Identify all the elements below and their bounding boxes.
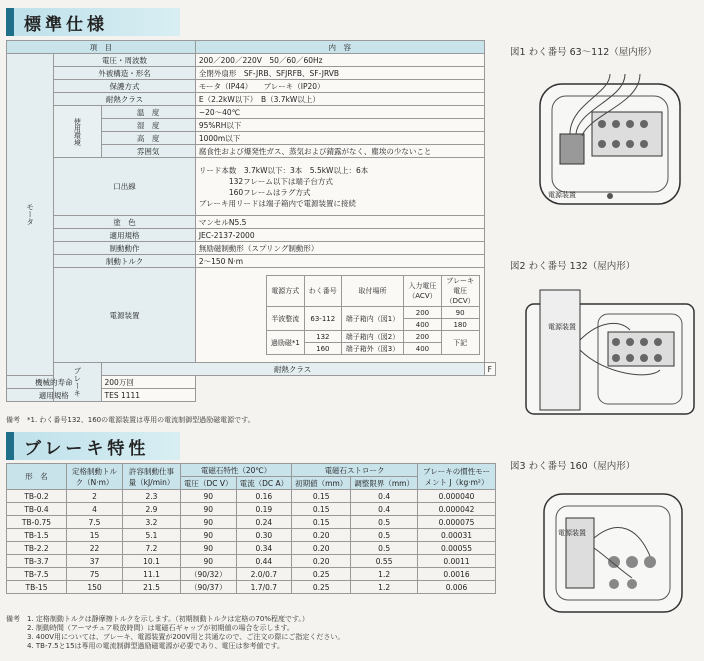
- brake-head-stroke: 電磁石ストローク: [292, 464, 418, 477]
- spec-row-power: [7, 268, 496, 363]
- spec-title: 標準仕様: [24, 14, 108, 35]
- brake-cell: 0.25: [292, 581, 351, 594]
- brake-cell: 0.5: [351, 542, 418, 555]
- brake-cell: （90/32）: [181, 568, 237, 581]
- spec-row: [7, 106, 496, 119]
- power-table-cell: [195, 268, 484, 363]
- spec-label: 電源装置: [54, 268, 196, 363]
- fig3-label: 電源装置: [558, 529, 586, 537]
- spec-label: 機械的寿命: [7, 376, 102, 389]
- brake-row: [7, 581, 496, 594]
- brake-cell: 0.4: [351, 503, 418, 516]
- spec-label: 外被構造・形名: [54, 67, 196, 80]
- brake-cell: 0.20: [292, 555, 351, 568]
- brake-cell: TB-0.75: [7, 516, 67, 529]
- brake-head-initial: 初期値（mm）: [292, 477, 351, 490]
- brake-cell: 0.4: [351, 490, 418, 503]
- brake-cell: 90: [181, 490, 237, 503]
- spec-label: 制動動作: [54, 242, 196, 255]
- brake-head-model: 形 名: [7, 464, 67, 490]
- brake-body: [7, 490, 496, 594]
- spec-value: JEC-2137-2000: [195, 229, 484, 242]
- spec-row: [7, 93, 496, 106]
- brake-head-magnet: 電磁石特性（20℃）: [181, 464, 292, 477]
- brake-head-energy: 許容制動仕事量（kJ/min）: [123, 464, 181, 490]
- brake-cell: 0.34: [236, 542, 292, 555]
- fig2-title: 図2 わく番号 132（屋内形）: [510, 261, 636, 272]
- lead-line: ブレーキ用リードは端子箱内で電源装置に接続: [198, 198, 357, 208]
- brake-cell: 0.5: [351, 529, 418, 542]
- brake-cell: 0.0011: [418, 555, 496, 568]
- power-cell: 160: [304, 343, 341, 355]
- spec-label: 電圧・周波数: [54, 54, 196, 67]
- spec-label: 制動トルク: [54, 255, 196, 268]
- brake-cell: 0.000040: [418, 490, 496, 503]
- brake-row: [7, 555, 496, 568]
- spec-label: 高 度: [101, 132, 195, 145]
- spec-value: 1000m以下: [195, 132, 484, 145]
- brake-cell: 2.0/0.7: [236, 568, 292, 581]
- spec-row-lead: [7, 158, 496, 216]
- spec-value: 腐食性および爆発性ガス、蒸気および錆露がなく、塵埃の少ないこと: [195, 145, 484, 158]
- brake-cell: TB-0.2: [7, 490, 67, 503]
- brake-cell: 1.2: [351, 568, 418, 581]
- spec-label: 適用規格: [54, 229, 196, 242]
- brake-head-voltage: 電圧（DC V）: [181, 477, 237, 490]
- brake-cell: 90: [181, 542, 237, 555]
- brake-cell: 22: [67, 542, 123, 555]
- spec-row: [7, 255, 496, 268]
- power-cell: 端子箱内（図1）: [341, 307, 403, 331]
- spec-label: 雰囲気: [101, 145, 195, 158]
- lead-line: 132フレーム以下は端子台方式: [228, 176, 333, 186]
- power-header: [266, 276, 479, 307]
- fig3-diagram: [538, 488, 688, 618]
- brake-cell: 0.20: [292, 529, 351, 542]
- power-head: 取付場所: [341, 276, 403, 307]
- brake-cell: 3.2: [123, 516, 181, 529]
- fig1-label: 電源装置: [548, 191, 576, 199]
- lead-line: 160フレームはラグ方式: [228, 187, 311, 197]
- brake-row: [7, 568, 496, 581]
- spec-value: 200万回: [101, 376, 195, 389]
- brake-cell: TB-3.7: [7, 555, 67, 568]
- spec-value: −20〜40℃: [195, 106, 484, 119]
- spec-label: 塗 色: [54, 216, 196, 229]
- brake-cell: 0.0016: [418, 568, 496, 581]
- power-head: ブレーキ電圧（DCV）: [441, 276, 479, 307]
- fig3-title: 図3 わく番号 160（屋内形）: [510, 461, 636, 472]
- lead-line: リード本数 3.7kW以下：3本 5.5kW以上：6本: [198, 165, 369, 175]
- brake-cell: 90: [181, 555, 237, 568]
- brake-cell: 0.20: [292, 542, 351, 555]
- power-table: [266, 275, 480, 355]
- spec-value: TES 1111: [101, 389, 195, 402]
- spec-value: マンセルN5.5: [195, 216, 484, 229]
- brake-note: 3. 400V用については、ブレーキ、電源装置が200V用と共通なので、ご注文の際にご指定ください。: [27, 633, 345, 641]
- spec-row: [7, 67, 496, 80]
- power-head: わく番号: [304, 276, 341, 307]
- brake-cell: 4: [67, 503, 123, 516]
- power-cell: 200: [404, 331, 441, 343]
- brake-cell: TB-1.5: [7, 529, 67, 542]
- power-cell: 90: [441, 307, 479, 319]
- spec-label: 保護方式: [54, 80, 196, 93]
- spec-row: [7, 363, 496, 376]
- brake-row: [7, 542, 496, 555]
- brake-note: 4. TB-7.5と15は専用の電流制御型過励磁電源が必要であり、電圧は参考値です。: [27, 642, 284, 650]
- power-cell: 180: [441, 319, 479, 331]
- power-cell: 200: [404, 307, 441, 319]
- brake-cell: 0.000075: [418, 516, 496, 529]
- spec-row: [7, 54, 496, 67]
- spec-label: 耐熱クラス: [101, 363, 484, 376]
- spec-value: 無励磁制動形（スプリング制動形）: [195, 242, 484, 255]
- brake-cell: 0.25: [292, 568, 351, 581]
- spec-lead-value: [195, 158, 484, 216]
- brake-cell: 0.16: [236, 490, 292, 503]
- brake-cell: 2: [67, 490, 123, 503]
- power-cell: 下記: [441, 331, 479, 355]
- group-motor: モータ: [7, 54, 54, 376]
- brake-cell: 0.19: [236, 503, 292, 516]
- spec-value: 全閉外扇形 SF-JRB、SFJRFB、SF-JRVB: [195, 67, 484, 80]
- spec-row: [7, 242, 496, 255]
- spec-label: 湿 度: [101, 119, 195, 132]
- spec-note: 備考 *1. わく番号132、160の電源装置は専用の電流制御型過励磁電源です。: [6, 416, 255, 424]
- brake-cell: 0.44: [236, 555, 292, 568]
- brake-cell: TB-7.5: [7, 568, 67, 581]
- spec-value: F: [484, 363, 495, 376]
- brake-head-torque: 定格制動トルク（N·m）: [67, 464, 123, 490]
- brake-cell: 0.15: [292, 503, 351, 516]
- spec-value: 2〜150 N·m: [195, 255, 484, 268]
- brake-cell: 11.1: [123, 568, 181, 581]
- power-cell: 132: [304, 331, 341, 343]
- brake-cell: 0.00055: [418, 542, 496, 555]
- power-row: [266, 307, 479, 319]
- brake-cell: 5.1: [123, 529, 181, 542]
- spec-head-item: 項 目: [7, 41, 196, 54]
- brake-section-header: [6, 432, 180, 460]
- power-cell: 63-112: [304, 307, 341, 331]
- spec-label: 温 度: [101, 106, 195, 119]
- power-cell: 端子箱内（図2）: [341, 331, 403, 343]
- brake-cell: 1.7/0.7: [236, 581, 292, 594]
- group-brake-label: ブレーキ: [54, 363, 101, 402]
- power-cell: 端子箱外（図3）: [341, 343, 403, 355]
- brake-notes: [6, 615, 344, 651]
- brake-cell: 0.15: [292, 516, 351, 529]
- brake-row: [7, 516, 496, 529]
- spec-row: [7, 80, 496, 93]
- power-head: 電源方式: [266, 276, 304, 307]
- brake-note: 備考 1. 定格制動トルクは静摩擦トルクを示します。（初期制動トルクは定格の70%程度です。）: [6, 615, 309, 623]
- brake-row: [7, 529, 496, 542]
- spec-value: E（2.2kW以下） B（3.7kW以上）: [195, 93, 484, 106]
- brake-cell: 0.000042: [418, 503, 496, 516]
- brake-table: [6, 463, 496, 594]
- spec-value: 200／200／220V 50／60／60Hz: [195, 54, 484, 67]
- brake-cell: 10.1: [123, 555, 181, 568]
- brake-title: ブレーキ特性: [24, 438, 150, 459]
- fig2-diagram: [520, 280, 700, 430]
- fig1-title: 図1 わく番号 63〜112（屋内形）: [510, 47, 657, 58]
- brake-cell: 90: [181, 516, 237, 529]
- group-env: 使用環境: [54, 106, 101, 158]
- brake-cell: TB-15: [7, 581, 67, 594]
- brake-note: 2. 制動時間（アーマチュア吸放時間）は電磁石ギャップが初期値の場合を示します。: [27, 624, 294, 632]
- brake-cell: 21.5: [123, 581, 181, 594]
- brake-head-limit: 調整限界（mm）: [351, 477, 418, 490]
- spec-section-header: [6, 8, 180, 36]
- brake-cell: 1.2: [351, 581, 418, 594]
- brake-cell: 0.24: [236, 516, 292, 529]
- brake-cell: TB-0.4: [7, 503, 67, 516]
- power-head: 入力電圧（ACV）: [404, 276, 441, 307]
- power-row: [266, 331, 479, 343]
- brake-cell: 7.5: [67, 516, 123, 529]
- spec-label: 口出線: [54, 158, 196, 216]
- brake-head-inertia: ブレーキの慣性モーメント J（kg·m²）: [418, 464, 496, 490]
- power-cell: 400: [404, 319, 441, 331]
- brake-cell: 37: [67, 555, 123, 568]
- power-cell: 半波整流: [266, 307, 304, 331]
- brake-row: [7, 503, 496, 516]
- brake-cell: 0.55: [351, 555, 418, 568]
- spec-row: [7, 229, 496, 242]
- brake-row: [7, 490, 496, 503]
- power-cell: 400: [404, 343, 441, 355]
- brake-cell: 0.5: [351, 516, 418, 529]
- brake-cell: 2.3: [123, 490, 181, 503]
- brake-cell: 0.00031: [418, 529, 496, 542]
- spec-label: 適用規格: [7, 389, 102, 402]
- brake-cell: 7.2: [123, 542, 181, 555]
- brake-cell: 75: [67, 568, 123, 581]
- brake-cell: （90/37）: [181, 581, 237, 594]
- brake-cell: TB-2.2: [7, 542, 67, 555]
- brake-cell: 90: [181, 503, 237, 516]
- brake-cell: 0.30: [236, 529, 292, 542]
- brake-cell: 150: [67, 581, 123, 594]
- spec-row: [7, 216, 496, 229]
- power-cell: 過励磁*1: [266, 331, 304, 355]
- fig2-label: 電源装置: [548, 323, 576, 331]
- brake-cell: 0.15: [292, 490, 351, 503]
- spec-table: [6, 40, 496, 402]
- brake-cell: 15: [67, 529, 123, 542]
- brake-head-current: 電流（DC A）: [236, 477, 292, 490]
- brake-header-row: [7, 464, 496, 477]
- brake-cell: 0.006: [418, 581, 496, 594]
- spec-value: 95%RH以下: [195, 119, 484, 132]
- spec-header-row: [7, 41, 496, 54]
- brake-cell: 90: [181, 529, 237, 542]
- spec-head-content: 内 容: [195, 41, 484, 54]
- spec-label: 耐熱クラス: [54, 93, 196, 106]
- spec-value: モータ（IP44） ブレーキ（IP20）: [195, 80, 484, 93]
- brake-cell: 2.9: [123, 503, 181, 516]
